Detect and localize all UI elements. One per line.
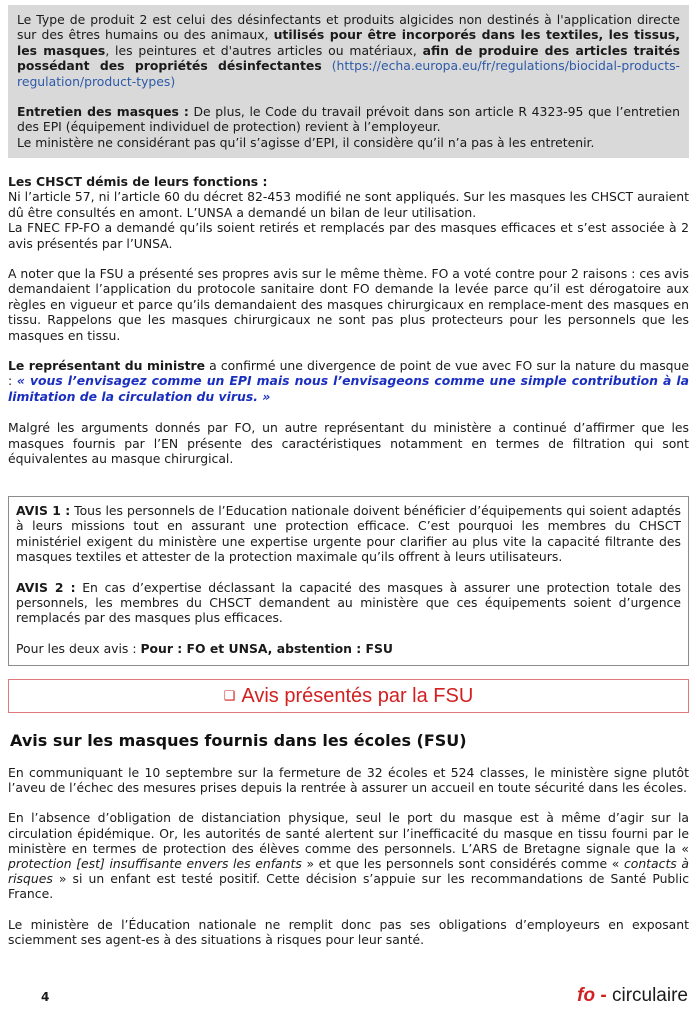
chsct-paragraph-1: Ni l’article 57, ni l’article 60 du décret 82-453 modifié ne sont appliqués. Sur les masques les CHSCT auraient dû être consultés en amont. L’UNSA a demandé un bilan de leur utilisation. bbox=[8, 189, 689, 220]
fsu-paragraph-2: En l’absence d’obligation de distanciation physique, seul le port du masque est à même d’agir sur la circulation épidémique. Or, les autorités de santé alertent sur l’inefficacité du masque en tissu fourni par le ministère en termes de protection des élèves comme des personnels. L’ARS de Bretagne signale que la « protection [est] insuffisante envers les enfants » et que les personnels sont considérés comme « contacts à risques » si un enfant est testé positif. Cette décision s’appuie sur les recommandations de Santé Public France. bbox=[8, 810, 689, 902]
avis-1: AVIS 1 : Tous les personnels de l’Education nationale doivent bénéficier d’équipements qui soient adaptés à leurs missions tout en assurant une protection efficace. C’est pourquoi les membres du CHSCT ministériel exigent du ministère une expertise urgente pour clarifier au plus vite la capacité filtrante des masques textiles et attester de la protection maximale qu’ils offrent à leurs utilisateurs. bbox=[16, 503, 682, 565]
chsct-section bbox=[8, 174, 689, 467]
product-type-info-box bbox=[8, 5, 689, 158]
chsct-heading: Les CHSCT démis de leurs fonctions : bbox=[8, 174, 268, 189]
fsu-avis-banner bbox=[8, 679, 689, 713]
chsct-paragraph-5: Malgré les arguments donnés par FO, un autre représentant du ministère a continué d’affirmer que les masques fournis par l’EN présente des caractéristiques notamment en termes de filtration qui sont équivalentes au masque chirurgical. bbox=[8, 420, 689, 467]
page-number: 4 bbox=[41, 990, 50, 1004]
chsct-paragraph-2: La FNEC FP-FO a demandé qu’ils soient retirés et remplacés par des masques efficaces et s’est associée à 2 avis présentés par l’UNSA. bbox=[8, 220, 689, 251]
chsct-paragraph-4: Le représentant du ministre a confirmé une divergence de point de vue avec FO sur la nature du masque : « vous l’envisagez comme un EPI mais nous l’envisageons comme une simple contribution à la limitation de la circulation du virus. » bbox=[8, 358, 689, 404]
fsu-section-body bbox=[8, 765, 689, 947]
fsu-section-title: Avis sur les masques fournis dans les écoles (FSU) bbox=[10, 731, 467, 750]
vote-result: Pour les deux avis : Pour : FO et UNSA, abstention : FSU bbox=[16, 640, 393, 656]
avis-box bbox=[8, 496, 689, 666]
fsu-paragraph-1: En communiquant le 10 septembre sur la fermeture de 32 écoles et 524 classes, le ministère signe plutôt l’aveu de l’échec des mesures prises depuis la rentrée à assurer un accueil en toute sécurité dans les écoles. bbox=[8, 765, 689, 796]
fo-circulaire-logo: fo - circulaire bbox=[577, 985, 688, 1006]
chsct-paragraph-3: A noter que la FSU a présenté ses propres avis sur le même thème. FO a voté contre pour 2 raisons : ces avis demandaient l’application du protocole sanitaire dont FO demande la levée parce qu’il est dérogatoire aux règles en vigueur et parce qu’ils demandaient des masques chirurgicaux en remplace-ment des masques en tissu. Rappelons que les masques chirurgicaux ne sont pas plus protecteurs pour les personnels que les masques en tissu. bbox=[8, 266, 689, 343]
minister-quote: « vous l’envisagez comme un EPI mais nous l’envisageons comme une simple contribution à la limitation de la circulation du virus. » bbox=[8, 373, 689, 404]
mask-maintenance-paragraph: Entretien des masques : De plus, le Code du travail prévoit dans son article R 4323-95 que l’entretien des EPI (équipement individuel de protection) revient à l’employeur. Le ministère ne considérant pas qu’il s’agisse d’EPI, il considère qu’il n’a pas à les entretenir. bbox=[17, 104, 680, 150]
product-type-paragraph: Le Type de produit 2 est celui des désinfectants et produits algicides non destinés à l'application directe sur des êtres humains ou des animaux, utilisés pour être incorporés dans les textiles, les tissus, les masques, les peintures et d'autres articles ou matériaux, afin de produire des articles traités possédant des propriétés désinfectantes (https://echa.europa.eu/fr/regulations/biocidal-products-regulation/product-types) bbox=[17, 12, 680, 89]
echa-link[interactable]: (https://echa.europa.eu/fr/regulations/biocidal-products-regulation/product-types) bbox=[17, 58, 680, 89]
fsu-paragraph-3: Le ministère de l’Éducation nationale ne remplit donc pas ses obligations d’employeurs en exposant sciemment ses agent-es à des situations à risques pour leur santé. bbox=[8, 916, 689, 947]
checkbox-square-icon: ❑ bbox=[223, 688, 236, 703]
fsu-avis-banner-label: Avis présentés par la FSU bbox=[241, 685, 474, 707]
avis-2: AVIS 2 : En cas d’expertise déclassant la capacité des masques à assurer une protection totale des personnels, les membres du CHSCT demandent au ministère que ces équipements soient d’urgence remplacés par des masques plus efficaces. bbox=[16, 579, 682, 626]
